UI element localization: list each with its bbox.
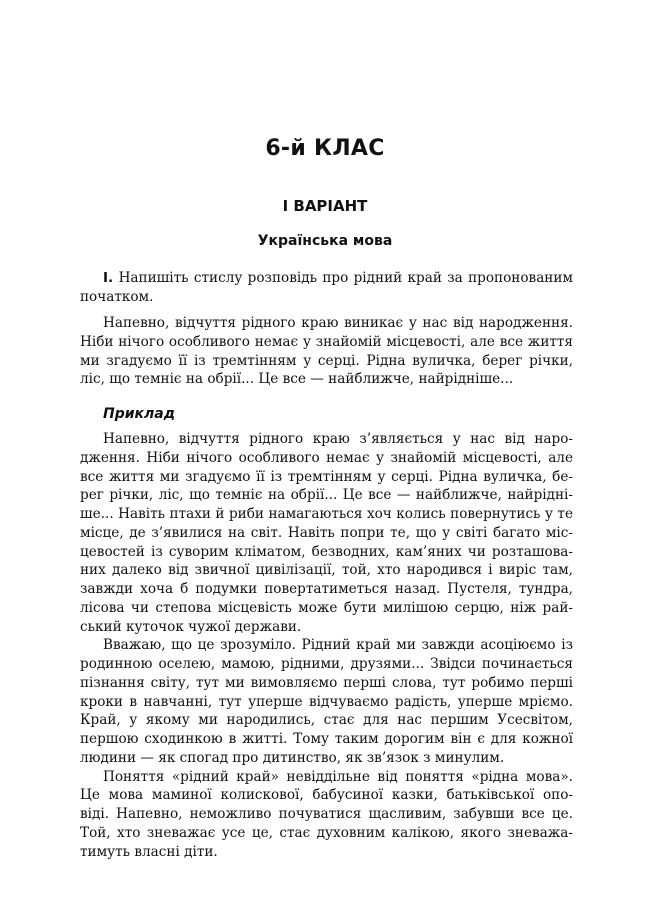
example-line: ше... Навіть птахи й риби намагаються хоч колись повернутись у те bbox=[80, 506, 573, 522]
task-text: Напишіть стислу розповідь про рідний край за пропонованим bbox=[113, 270, 573, 286]
example-line: Напевно, відчуття рідного краю з’являється у нас від наро- bbox=[103, 431, 573, 447]
example-line: лісова чи степова місцевість може бути милішою серцю, ніж рай- bbox=[80, 599, 573, 616]
task-number: І. bbox=[103, 270, 114, 286]
intro-paragraph bbox=[80, 314, 573, 389]
example-label: Приклад bbox=[103, 406, 176, 422]
example-line: Вважаю, що це зрозуміло. Рідний край ми завжди асоціюємо із bbox=[103, 637, 573, 654]
intro-line: ми згадуємо її із тремтінням у серці. Рідна вуличка, берег річки, bbox=[80, 352, 573, 369]
example-line: місце, де з’явилися на світ. Навіть попри те, що у світі багато міс- bbox=[80, 524, 573, 541]
grade-heading: 6-й КЛАС bbox=[265, 136, 385, 161]
example-line: віді. Напевно, неможливо почуватися щасливим, забувши все це. bbox=[80, 806, 573, 822]
example-line: Це мова маминої колискової, бабусиної казки, батьківської опо- bbox=[80, 787, 573, 804]
example-line: цевостей із суворим кліматом, безводних, кам’яних чи розташова- bbox=[80, 543, 573, 560]
example-line: ський куточок чужої держави. bbox=[80, 618, 302, 635]
example-line: рег річки, ліс, що темніє на обрії... Це все — найближче, найрідні- bbox=[80, 487, 573, 504]
variant-heading: І ВАРІАНТ bbox=[282, 197, 368, 215]
example-line: Поняття «рідний край» невіддільне від поняття «рідна мова». bbox=[103, 768, 573, 785]
task-paragraph bbox=[80, 269, 573, 307]
example-line: кроки в навчанні, тут уперше відчуваємо радість, уперше мріємо. bbox=[80, 693, 573, 710]
example-line: них далеко від звичної цивілізації, той, хто народився і виріс там, bbox=[80, 562, 573, 579]
example-line: тимуть власні діти. bbox=[80, 843, 218, 860]
example-line: завжди хоча б подумки повертатиметься назад. Пустеля, тундра, bbox=[80, 581, 573, 597]
example-line: родинною оселею, мамою, рідними, друзями... Звідси починається bbox=[80, 656, 573, 672]
subject-heading: Українська мова bbox=[257, 233, 393, 249]
example-line: пізнання світу, тут ми вимовляємо перші слова, тут робимо перші bbox=[80, 674, 573, 691]
example-line: Край, у якому ми народились, стає для нас першим Усесвітом, bbox=[80, 712, 573, 729]
example-line: першою сходинкою в житті. Тому таким дорогим він є для кожної bbox=[80, 731, 573, 747]
example-line: людини — як спогад про дитинство, як зв’язок з минулим. bbox=[80, 749, 505, 766]
example-text bbox=[80, 430, 573, 861]
intro-line: Напевно, відчуття рідного краю виникає у нас від народження. bbox=[103, 315, 573, 331]
intro-line: Ніби нічого особливого немає у знайомій місцевості, але все життя bbox=[80, 333, 573, 350]
task-line bbox=[80, 269, 573, 288]
task-line: початком. bbox=[80, 288, 154, 305]
example-line: дження. Ніби нічого особливого немає у знайомій місцевості, але bbox=[80, 449, 573, 466]
example-line: все життя ми згадуємо її із тремтінням у серці. Рідна вуличка, бе- bbox=[80, 468, 573, 485]
example-line: Той, хто зневажає усе це, стає духовним калікою, якого зневажа- bbox=[80, 824, 573, 841]
intro-line: ліс, що темніє на обрії... Це все — найближче, найрідніше... bbox=[80, 371, 514, 388]
